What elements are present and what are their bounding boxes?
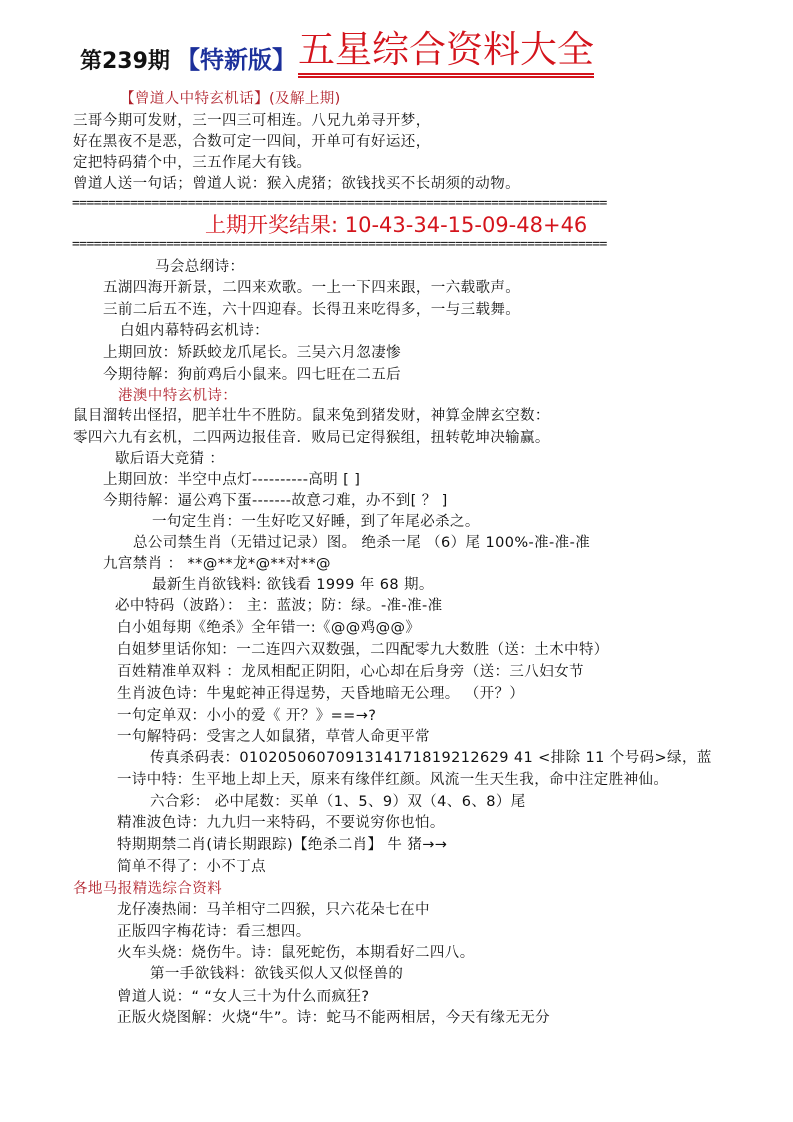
text-line: 白姐梦里话你知：一二连四六双数强，二四配零九大数胜（送：土木中特）	[117, 642, 609, 658]
text-line: 一句解特码：受害之人如鼠猪，草菅人命更平常	[117, 729, 430, 745]
text-line: 马会总纲诗：	[155, 259, 245, 275]
edition-label: 【特新版】	[176, 46, 296, 74]
text-line: 今期待解：逼公鸡下蛋-------故意刁难，办不到[ ？ ]	[103, 493, 448, 509]
section-heading: 港澳中特玄机诗：	[118, 388, 238, 404]
text-line: 生肖波色诗：牛鬼蛇神正得逞势，天昏地暗无公理。 （开？）	[117, 686, 525, 702]
text-line: 特期期禁二肖(请长期跟踪)【绝杀二肖】 牛 猪→→	[117, 837, 448, 853]
text-line: 曾道人送一句话；曾道人说：猴入虎猪；欲钱找买不长胡须的动物。	[73, 176, 520, 192]
text-line: 正版火烧图解：火烧“牛”。诗：蛇马不能两相居，今天有缘无无分	[117, 1010, 551, 1026]
section-heading: 【曾道人中特玄机话】(及解上期)	[120, 91, 341, 107]
text-line: 正版四字梅花诗：看三想四。	[117, 924, 311, 940]
text-line: 白姐内幕特码玄机诗：	[120, 323, 269, 339]
text-line: 百姓精准单双料 ：龙凤相配正阴阳，心心却在后身旁（送：三八妇女节	[117, 664, 584, 680]
text-line: 最新生肖欲钱料: 欲钱看 1999 年 68 期。	[152, 577, 434, 593]
text-line: 鼠目溜转出怪招，肥羊壮牛不胜防。鼠来兔到猪发财，神算金牌玄空数：	[73, 408, 550, 424]
text-line: 上期回放：矫跃蛟龙爪尾长。三吴六月忽凄惨	[103, 345, 401, 361]
text-line: 今期待解：狗前鸡后小鼠来。四七旺在二五后	[103, 367, 401, 383]
text-line: 简单不得了：小不丁点	[117, 859, 266, 875]
document-title: 五星综合资料大全	[298, 28, 594, 78]
issue-number: 第239期	[80, 49, 170, 74]
text-line: 第一手欲钱料：欲钱买似人又似怪兽的	[150, 966, 404, 982]
separator: ==========================================================================	[72, 196, 607, 211]
text-line: 五湖四海开新景，二四来欢歌。一上一下四来跟，一六载歌声。	[103, 280, 521, 296]
text-line: 六合彩： 必中尾数：买单（1、5、9）双（4、6、8）尾	[150, 794, 526, 810]
text-line: 歇后语大竞猜 ：	[115, 451, 225, 467]
text-line: 零四六九有玄机，二四两边报佳音．败局已定得猴组，扭转乾坤决输赢。	[73, 430, 550, 446]
text-line: 曾道人说：“ “女人三十为什么而疯狂?	[117, 989, 370, 1005]
text-line: 白小姐每期《绝杀》全年错一:《@@鸡@@》	[117, 620, 421, 636]
text-line: 总公司禁生肖（无错过记录）图。 绝杀一尾 （6）尾 100%-准-准-准	[133, 535, 591, 551]
last-draw-result: 上期开奖结果: 10-43-34-15-09-48+46	[205, 213, 588, 237]
text-line: 定把特码猜个中，三五作尾大有钱。	[73, 155, 312, 171]
text-line: 必中特码（波路）： 主：蓝波；防：绿。-准-准-准	[115, 598, 443, 614]
text-line: 三哥今期可发财，三一四三可相连。八兄九弟寻开梦，	[73, 113, 431, 129]
text-line: 传真杀码表：0102050607091314171819212629 41 <排除 11 个号码>绿，蓝	[150, 750, 712, 766]
text-line: 一诗中特：生平地上却上天，原来有缘伴红颜。风流一生天生我，命中注定胜神仙。	[117, 772, 669, 788]
text-line: 三前二后五不连，六十四迎春。长得丑来吃得多，一与三载舞。	[103, 302, 521, 318]
section-heading: 各地马报精选综合资料	[73, 881, 222, 897]
text-line: 精准波色诗：九九归一来特码，不要说穷你也怕。	[117, 815, 445, 831]
text-line: 一句定单双：小小的爱《 开？》==→?	[117, 708, 377, 724]
text-line: 火车头烧：烧伤牛。诗：鼠死蛇伤，本期看好二四八。	[117, 945, 475, 961]
separator: ==========================================================================	[72, 237, 607, 252]
text-line: 九宫禁肖 ： **@**龙*@**对**@	[103, 556, 331, 572]
text-line: 上期回放：半空中点灯----------高明 [ ]	[103, 472, 361, 488]
text-line: 龙仔凑热闹：马羊相守二四猴，只六花朵七在中	[117, 902, 430, 918]
text-line: 好在黑夜不是恶，合数可定一四间，开单可有好运还，	[73, 134, 431, 150]
text-line: 一句定生肖：一生好吃又好睡，到了年尾必杀之。	[152, 514, 480, 530]
